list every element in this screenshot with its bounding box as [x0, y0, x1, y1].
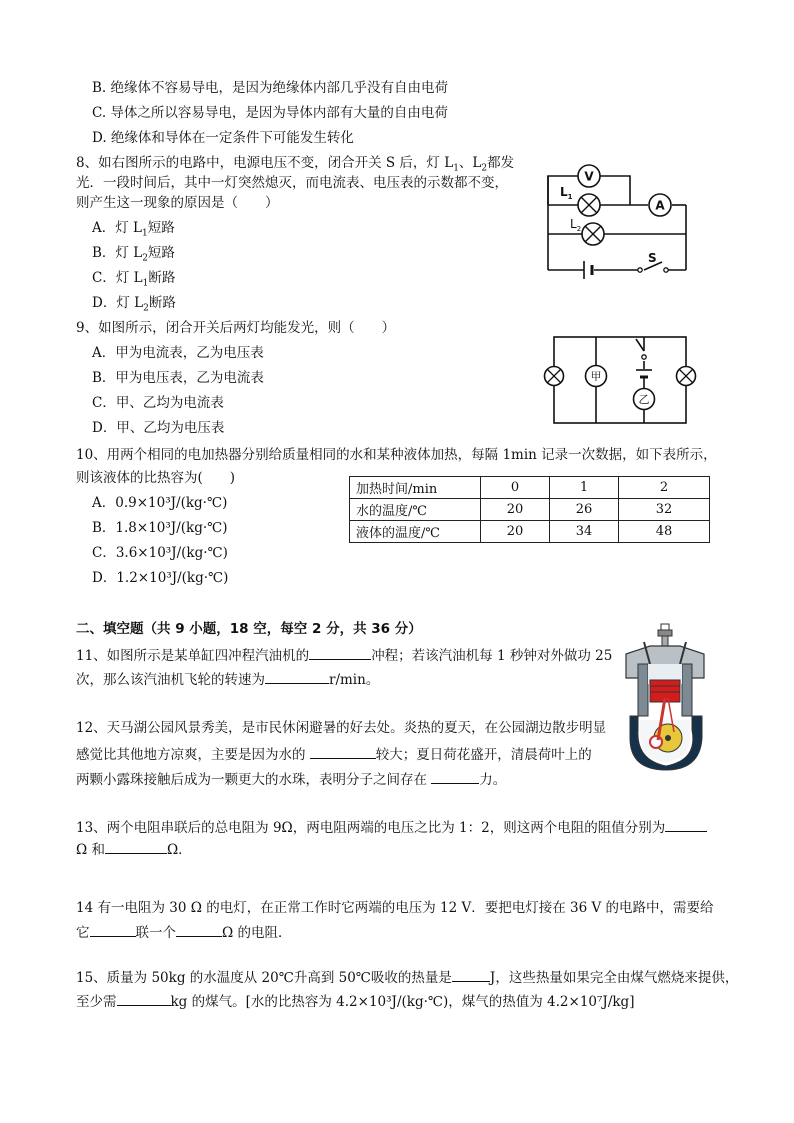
q12-line2: 感觉比其他地方凉爽，主要是因为水的 较大；夏日荷花盛开，清晨荷叶上的	[76, 744, 592, 764]
table-row	[350, 477, 710, 499]
q8-circuit-diagram	[540, 158, 690, 276]
table-cell: 液体的温度/℃	[350, 521, 481, 543]
q7-option-c: C. 导体之所以容易导电，是因为导体内部有大量的自由电荷	[92, 105, 448, 121]
table-row	[350, 521, 710, 543]
q8-stem-line2: 光．一段时间后，其中一灯突然熄灭，而电流表、电压表的示数都不变，	[76, 175, 508, 191]
table-cell: 20	[481, 521, 550, 543]
q8-option-c: C．灯 $L_1$断路	[92, 270, 176, 289]
q14-line1: 14 有一电阻为 30 Ω 的电灯，在正常工作时它两端的电压为 12 V．要把电灯接在 36 V 的电路中，需要给	[76, 900, 714, 916]
voltmeter-label: V	[584, 169, 594, 184]
q8-option-d: D．灯 $L_2$断路	[92, 295, 176, 314]
meter-jia-label: 甲	[590, 370, 602, 383]
table-cell: 水的温度/℃	[350, 499, 481, 521]
table-cell: 0	[481, 477, 550, 499]
q10-option-c: C．3.6×10³J/(kg·℃)	[92, 545, 228, 561]
table-cell: 32	[619, 499, 710, 521]
table-row	[350, 499, 710, 521]
q15-line1: 15、质量为 50kg 的水温度从 20℃升高到 50℃吸收的热量是 J，这些热量如果完全由煤气燃烧来提供，	[76, 967, 738, 987]
q7-option-b: B. 绝缘体不容易导电，是因为绝缘体内部几乎没有自由电荷	[92, 80, 449, 96]
q9-option-a: A．甲为电流表，乙为电压表	[92, 345, 264, 361]
q8-stem-line1: 8、如右图所示的电路中，电源电压不变，闭合开关 S 后，灯 $L_1$、$L_2$都发	[76, 155, 515, 174]
table-cell: 26	[550, 499, 619, 521]
q9-option-d: D．甲、乙均为电压表	[92, 420, 225, 436]
switch-label: S	[648, 251, 657, 265]
q10-stem-line2: 则该液体的比热容为( )	[76, 470, 236, 486]
table-cell: 20	[481, 499, 550, 521]
q11-line1: 11、如图所示是某单缸四冲程汽油机的 冲程；若该汽油机每 1 秒钟对外做功 25	[76, 645, 612, 665]
q13-line1: 13、两个电阻串联后的总电阻为 9Ω，两电阻两端的电压之比为 1：2，则这两个电阻的阻值分别为	[76, 817, 707, 837]
q14-line2: 它 联一个 Ω 的电阻．	[76, 922, 291, 942]
q10-option-d: D．1.2×10³J/(kg·℃)	[92, 570, 229, 586]
section-title: 二、填空题（共 9 小题，18 空，每空 2 分，共 36 分）	[76, 621, 422, 637]
q10-data-table	[349, 476, 710, 543]
lamp-l1-label: $L_1$	[560, 185, 573, 201]
q10-stem-line1: 10、用两个相同的电加热器分别给质量相同的水和某种液体加热，每隔 1min 记录一次数据，如下表所示，	[76, 447, 717, 463]
q9-stem: 9、如图所示，闭合开关后两灯均能发光，则（ ）	[76, 320, 396, 336]
engine-cylinder-figure	[620, 620, 712, 770]
q8-stem-line3: 则产生这一现象的原因是（ ）	[76, 195, 279, 211]
q9-option-c: C．甲、乙均为电流表	[92, 395, 224, 411]
q10-option-b: B．1.8×10³J/(kg·℃)	[92, 520, 228, 536]
q9-circuit-diagram	[540, 333, 692, 425]
meter-yi-label: 乙	[638, 393, 650, 406]
table-cell: 48	[619, 521, 710, 543]
lamp-l2-label: $L_2$	[570, 217, 582, 233]
q12-line1: 12、天马湖公园风景秀美，是市民休闲避暑的好去处。炎热的夏天，在公园湖边散步明显	[76, 720, 607, 736]
table-cell: 34	[550, 521, 619, 543]
q10-option-a: A．0.9×10³J/(kg·℃)	[92, 495, 228, 511]
q13-line2: Ω 和 Ω．	[76, 839, 192, 859]
q15-line2: 至少需 kg 的煤气。[水的比热容为 4.2×10³J/(kg·℃)，煤气的热值为 4.2×10⁷J/kg]	[76, 991, 634, 1011]
table-cell: 加热时间/min	[350, 477, 481, 499]
q12-line3: 两颗小露珠接触后成为一颗更大的水珠，表明分子之间存在 力。	[76, 769, 506, 789]
q7-option-d: D. 绝缘体和导体在一定条件下可能发生转化	[92, 130, 354, 146]
q11-line2: 次，那么该汽油机飞轮的转速为 r/min。	[76, 669, 379, 689]
q8-option-a: A．灯 $L_1$短路	[92, 220, 175, 239]
table-cell: 2	[619, 477, 710, 499]
table-cell: 1	[550, 477, 619, 499]
q8-option-b: B．灯 $L_2$短路	[92, 245, 175, 264]
q9-option-b: B．甲为电压表，乙为电流表	[92, 370, 264, 386]
ammeter-label: A	[655, 198, 665, 213]
